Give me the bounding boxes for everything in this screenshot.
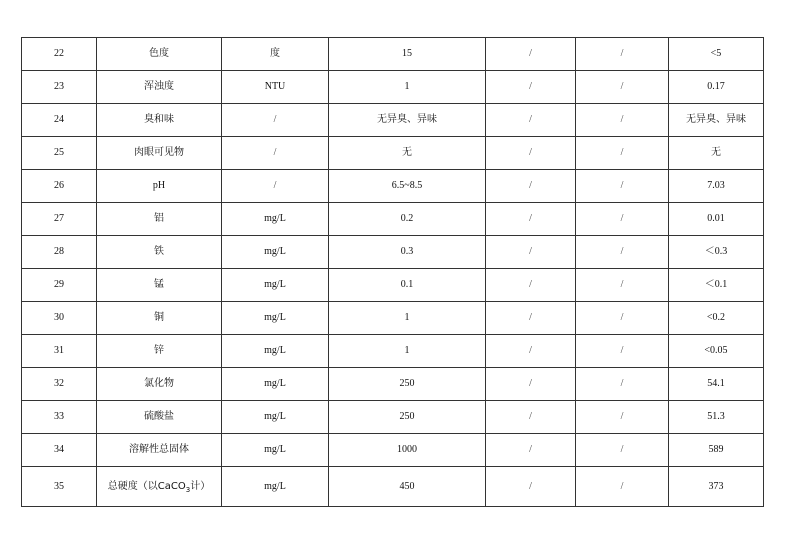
result-cell: 无异臭、异味: [669, 104, 764, 137]
table-row: [22, 434, 764, 467]
result-cell: 373: [669, 467, 764, 507]
table-row: [22, 203, 764, 236]
limit-cell: 1: [329, 335, 486, 368]
table-row: [22, 401, 764, 434]
blank-cell-b: /: [576, 38, 669, 71]
unit-cell: mg/L: [222, 368, 329, 401]
item-name: 氯化物: [97, 368, 222, 401]
blank-cell-b: /: [576, 137, 669, 170]
row-number: 23: [22, 71, 97, 104]
blank-cell-a: /: [486, 170, 576, 203]
unit-cell: mg/L: [222, 434, 329, 467]
result-cell: <0.05: [669, 335, 764, 368]
limit-cell: 15: [329, 38, 486, 71]
item-name-prefix: 总硬度（以CaCO: [107, 480, 186, 492]
item-name: 溶解性总固体: [97, 434, 222, 467]
result-cell: ＜0.1: [669, 269, 764, 302]
table-row: [22, 38, 764, 71]
row-number: 30: [22, 302, 97, 335]
limit-cell: 无: [329, 137, 486, 170]
item-name: 色度: [97, 38, 222, 71]
unit-cell: 度: [222, 38, 329, 71]
result-cell: 0.01: [669, 203, 764, 236]
table-row: [22, 467, 764, 507]
blank-cell-a: /: [486, 137, 576, 170]
blank-cell-b: /: [576, 71, 669, 104]
row-number: 35: [22, 467, 97, 507]
table-row: [22, 269, 764, 302]
blank-cell-a: /: [486, 38, 576, 71]
blank-cell-b: /: [576, 170, 669, 203]
item-name: 浑浊度: [97, 71, 222, 104]
blank-cell-b: /: [576, 104, 669, 137]
row-number: 33: [22, 401, 97, 434]
blank-cell-b: /: [576, 236, 669, 269]
item-name: 铁: [97, 236, 222, 269]
table-row: [22, 236, 764, 269]
item-name: 硫酸盐: [97, 401, 222, 434]
blank-cell-b: /: [576, 434, 669, 467]
item-name: 肉眼可见物: [97, 137, 222, 170]
blank-cell-b: /: [576, 203, 669, 236]
item-name: 锌: [97, 335, 222, 368]
table-row: [22, 335, 764, 368]
blank-cell-a: /: [486, 467, 576, 507]
result-cell: 7.03: [669, 170, 764, 203]
blank-cell-b: /: [576, 467, 669, 507]
limit-cell: 6.5~8.5: [329, 170, 486, 203]
result-cell: 无: [669, 137, 764, 170]
blank-cell-a: /: [486, 434, 576, 467]
result-cell: <5: [669, 38, 764, 71]
blank-cell-b: /: [576, 269, 669, 302]
item-name-suffix: 计）: [190, 480, 211, 492]
limit-cell: 250: [329, 368, 486, 401]
item-name-subscript: 3: [185, 485, 191, 494]
blank-cell-a: /: [486, 302, 576, 335]
result-cell: 51.3: [669, 401, 764, 434]
unit-cell: /: [222, 104, 329, 137]
unit-cell: mg/L: [222, 335, 329, 368]
blank-cell-b: /: [576, 401, 669, 434]
table-row: [22, 71, 764, 104]
row-number: 34: [22, 434, 97, 467]
blank-cell-b: /: [576, 302, 669, 335]
limit-cell: 450: [329, 467, 486, 507]
unit-cell: /: [222, 170, 329, 203]
blank-cell-a: /: [486, 368, 576, 401]
item-name: [97, 467, 222, 507]
limit-cell: 1000: [329, 434, 486, 467]
unit-cell: mg/L: [222, 401, 329, 434]
blank-cell-a: /: [486, 335, 576, 368]
blank-cell-a: /: [486, 104, 576, 137]
row-number: 28: [22, 236, 97, 269]
result-cell: <0.2: [669, 302, 764, 335]
blank-cell-a: /: [486, 236, 576, 269]
blank-cell-a: /: [486, 269, 576, 302]
table-row: [22, 368, 764, 401]
item-name: 铝: [97, 203, 222, 236]
blank-cell-a: /: [486, 71, 576, 104]
table-row: [22, 302, 764, 335]
unit-cell: /: [222, 137, 329, 170]
unit-cell: mg/L: [222, 467, 329, 507]
blank-cell-a: /: [486, 401, 576, 434]
unit-cell: mg/L: [222, 302, 329, 335]
water-quality-table: [21, 37, 764, 507]
water-quality-table-sheet: [21, 37, 764, 507]
result-cell: 589: [669, 434, 764, 467]
limit-cell: 无异臭、异味: [329, 104, 486, 137]
row-number: 32: [22, 368, 97, 401]
unit-cell: mg/L: [222, 203, 329, 236]
row-number: 27: [22, 203, 97, 236]
table-row: [22, 104, 764, 137]
item-name: 臭和味: [97, 104, 222, 137]
blank-cell-b: /: [576, 335, 669, 368]
result-cell: ＜0.3: [669, 236, 764, 269]
blank-cell-b: /: [576, 368, 669, 401]
result-cell: 54.1: [669, 368, 764, 401]
item-name: 锰: [97, 269, 222, 302]
item-name: pH: [97, 170, 222, 203]
row-number: 24: [22, 104, 97, 137]
unit-cell: NTU: [222, 71, 329, 104]
limit-cell: 0.1: [329, 269, 486, 302]
row-number: 29: [22, 269, 97, 302]
item-name: 铜: [97, 302, 222, 335]
limit-cell: 0.2: [329, 203, 486, 236]
unit-cell: mg/L: [222, 269, 329, 302]
table-row: [22, 170, 764, 203]
row-number: 26: [22, 170, 97, 203]
limit-cell: 1: [329, 302, 486, 335]
row-number: 31: [22, 335, 97, 368]
table-row: [22, 137, 764, 170]
result-cell: 0.17: [669, 71, 764, 104]
unit-cell: mg/L: [222, 236, 329, 269]
limit-cell: 250: [329, 401, 486, 434]
row-number: 22: [22, 38, 97, 71]
limit-cell: 0.3: [329, 236, 486, 269]
blank-cell-a: /: [486, 203, 576, 236]
row-number: 25: [22, 137, 97, 170]
limit-cell: 1: [329, 71, 486, 104]
